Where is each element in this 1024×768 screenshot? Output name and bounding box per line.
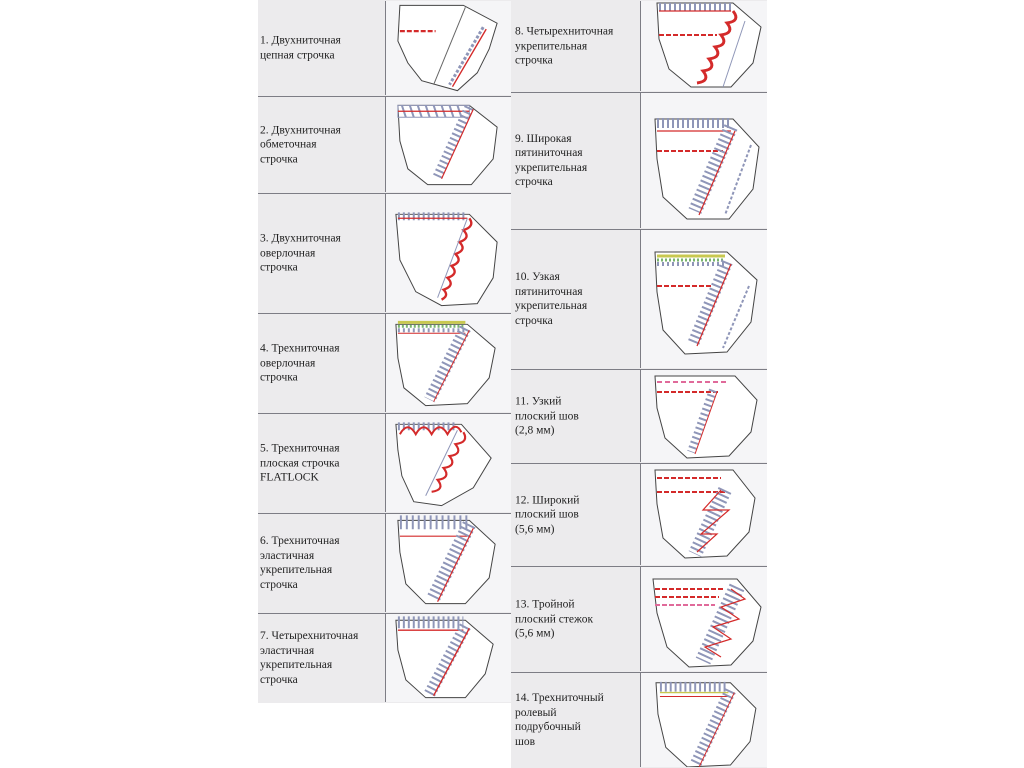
stitch-label-1: 1. Двухниточная цепная строчка <box>260 34 341 61</box>
fabric-illustration <box>386 614 511 702</box>
stitch-row-14 <box>511 672 767 768</box>
fabric-illustration <box>641 230 767 368</box>
stitch-row-7 <box>258 613 511 703</box>
fabric-illustration <box>641 1 767 91</box>
stitch-label-11: 11. Узкий плоский шов (2,8 мм) <box>515 395 579 437</box>
elastic-safety-3-icon <box>385 514 511 612</box>
stitch-row-10 <box>511 229 767 370</box>
stitch-row-1 <box>258 0 511 97</box>
safety-4-icon <box>640 1 767 91</box>
stitch-label-12: 12. Широкий плоский шов (5,6 мм) <box>515 493 580 535</box>
stitch-label-4: 4. Трехниточная оверлочная строчка <box>260 342 340 384</box>
fabric-illustration <box>641 673 767 767</box>
stitch-row-11 <box>511 369 767 464</box>
stitch-label-8: 8. Четырехниточная укрепительная строчка <box>515 25 614 67</box>
stitch-label-5: 5. Трехниточная плоская строчка FLATLOCK <box>260 442 340 484</box>
stitch-row-2 <box>258 96 511 194</box>
narrow-safety-5-icon <box>640 230 767 368</box>
overlock-2-icon <box>385 194 511 312</box>
stitch-label-10: 10. Узкая пятиниточная укрепительная строчка <box>515 271 588 327</box>
stitch-row-9 <box>511 92 767 230</box>
fabric-illustration <box>386 514 511 612</box>
rolled-hem-icon <box>640 673 767 767</box>
wide-safety-5-icon <box>640 93 767 228</box>
fabric-illustration <box>386 414 511 512</box>
fabric-illustration <box>386 194 511 312</box>
wide-flat-seam-icon <box>640 464 767 565</box>
triple-flat-stitch-icon <box>640 567 767 671</box>
flatlock-icon <box>385 414 511 512</box>
overlock-3-icon <box>385 314 511 412</box>
chain-stitch-icon <box>385 1 511 95</box>
fabric-illustration <box>641 567 767 671</box>
stitch-row-6 <box>258 513 511 614</box>
left-stitch-table <box>258 0 511 703</box>
right-stitch-table <box>511 0 767 768</box>
fabric-illustration <box>386 314 511 412</box>
fabric-illustration <box>641 464 767 565</box>
stitch-label-13: 13. Тройной плоский стежок (5,6 мм) <box>515 598 594 640</box>
fabric-illustration <box>386 1 511 95</box>
stitch-row-4 <box>258 313 511 414</box>
narrow-flat-seam-icon <box>640 370 767 462</box>
stitch-label-2: 2. Двухниточная обметочная строчка <box>260 123 341 165</box>
stitch-row-3 <box>258 193 511 314</box>
fabric-illustration <box>386 97 511 192</box>
stitch-label-3: 3. Двухниточная оверлочная строчка <box>260 232 341 274</box>
fabric-illustration <box>641 370 767 462</box>
stitch-row-13 <box>511 566 767 673</box>
stitch-label-6: 6. Трехниточная эластичная укрепительная строчка <box>260 535 340 591</box>
stitch-label-9: 9. Широкая пятиниточная укрепительная строчка <box>515 132 588 188</box>
stitch-row-8 <box>511 0 767 93</box>
stitch-row-5 <box>258 413 511 514</box>
stitch-label-7: 7. Четырехниточная эластичная укрепительная строчка <box>260 630 359 686</box>
fabric-illustration <box>641 93 767 228</box>
stitch-row-12 <box>511 463 767 567</box>
overedge-stitch-icon <box>385 97 511 192</box>
elastic-safety-4-icon <box>385 614 511 702</box>
stitch-label-14: 14. Трехниточный ролевый подрубочный шов <box>515 692 604 748</box>
